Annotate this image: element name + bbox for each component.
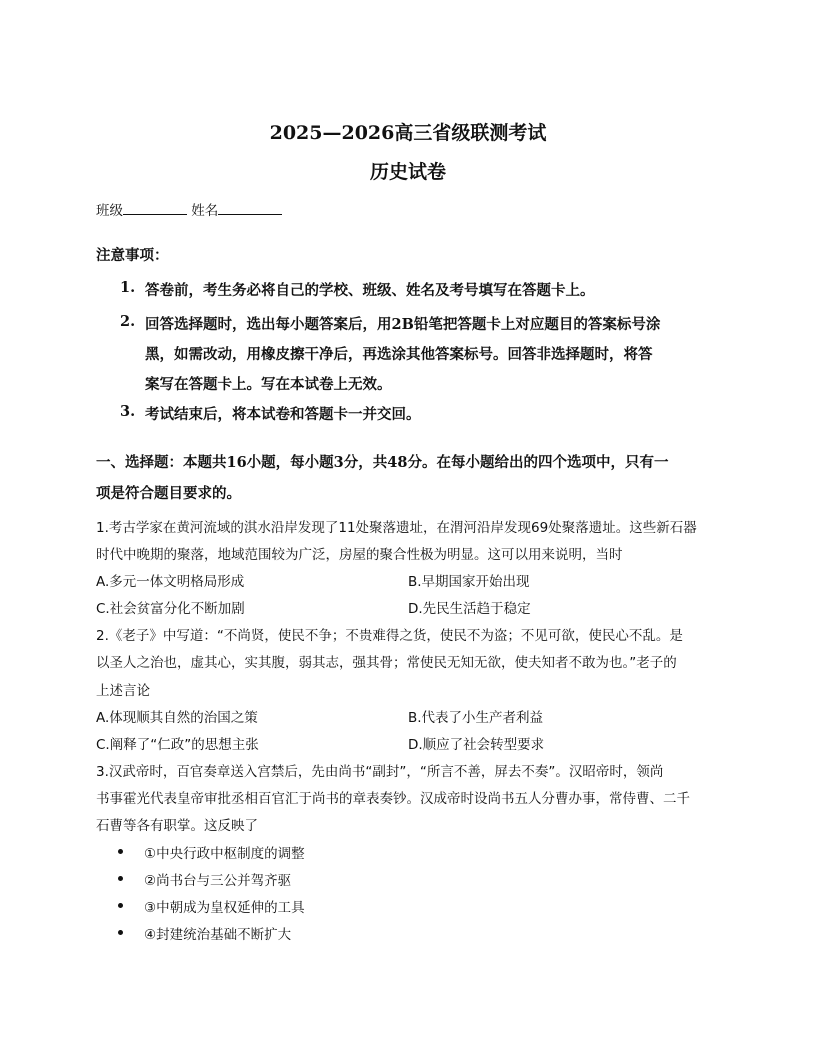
notice-heading: 注意事项： (96, 247, 169, 264)
section-heading: 一、选择题：本题共16小题，每小题3分，共48分。在每小题给出的四个选项中，只有一 (96, 454, 669, 471)
notice-item-line: 考试结束后，将本试卷和答题卡一并交回。 (145, 406, 421, 423)
question-3-statement: ②尚书台与三公并驾齐驱 (144, 873, 292, 889)
notice-item-number: 3. (120, 403, 136, 420)
question-3-statement: ③中朝成为皇权延伸的工具 (144, 900, 305, 916)
exam-subtitle: 历史试卷 (369, 161, 446, 183)
question-3-statement: ①中央行政中枢制度的调整 (144, 846, 305, 862)
student-info-line (96, 199, 282, 219)
bullet-dot (118, 876, 123, 881)
question-1-stem: 时代中晚期的聚落，地域范围较为广泛，房屋的聚合性极为明显。这可以用来说明，当时 (96, 547, 623, 563)
question-2-stem: 以圣人之治也，虚其心，实其腹，弱其志，强其骨；常使民无知无欲，使夫知者不敢为也。”老子的 (96, 655, 677, 671)
question-2-option-a[interactable]: A.体现顺其自然的治国之策 (96, 710, 258, 726)
exam-title: 2025—2026高三省级联测考试 (269, 122, 547, 144)
notice-item-line: 答卷前，考生务必将自己的学校、班级、姓名及考号填写在答题卡上。 (145, 282, 595, 299)
question-1-option-b[interactable]: B.早期国家开始出现 (408, 574, 530, 590)
name-label: 姓名 (191, 203, 219, 219)
notice-item-line: 黑，如需改动，用橡皮擦干净后，再选涂其他答案标号。回答非选择题时，将答 (145, 346, 653, 363)
question-1-option-a[interactable]: A.多元一体文明格局形成 (96, 574, 245, 590)
class-blank[interactable] (123, 201, 187, 215)
name-blank[interactable] (218, 201, 282, 215)
notice-item-line: 案写在答题卡上。写在本试卷上无效。 (145, 376, 392, 393)
question-3-stem: 书事霍光代表皇帝审批丞相百官汇于尚书的章表奏钞。汉成帝时设尚书五人分曹办事，常侍曹、二千 (96, 791, 690, 807)
question-1-stem: 1.考古学家在黄河流域的淇水沿岸发现了11处聚落遗址，在渭河沿岸发现69处聚落遗址。这些新石器 (96, 520, 697, 536)
question-2-option-b[interactable]: B.代表了小生产者利益 (408, 710, 544, 726)
bullet-dot (118, 930, 123, 935)
notice-item-line: 回答选择题时，选出每小题答案后，用2B铅笔把答题卡上对应题目的答案标号涂 (145, 316, 661, 333)
question-3-stem: 3.汉武帝时，百官奏章送入宫禁后，先由尚书“副封”，“所言不善，屏去不奏”。汉昭帝时，领尚 (96, 764, 664, 780)
question-1-option-d[interactable]: D.先民生活趋于稳定 (408, 601, 531, 617)
question-3-statement: ④封建统治基础不断扩大 (144, 927, 292, 943)
bullet-dot (118, 903, 123, 908)
class-label: 班级 (96, 203, 123, 219)
question-1-option-c[interactable]: C.社会贫富分化不断加剧 (96, 601, 245, 617)
question-2-stem: 2.《老子》中写道：“不尚贤，使民不争；不贵难得之货，使民不为盗；不见可欲，使民心不乱。是 (96, 628, 683, 644)
question-3-stem: 石曹等各有职掌。这反映了 (96, 818, 258, 834)
question-2-stem: 上述言论 (96, 683, 150, 699)
question-2-option-c[interactable]: C.阐释了“仁政”的思想主张 (96, 737, 259, 753)
notice-item-number: 1. (120, 279, 136, 296)
question-2-option-d[interactable]: D.顺应了社会转型要求 (408, 737, 545, 753)
section-heading: 项是符合题目要求的。 (96, 485, 241, 502)
bullet-dot (118, 849, 123, 854)
notice-item-number: 2. (120, 313, 136, 330)
